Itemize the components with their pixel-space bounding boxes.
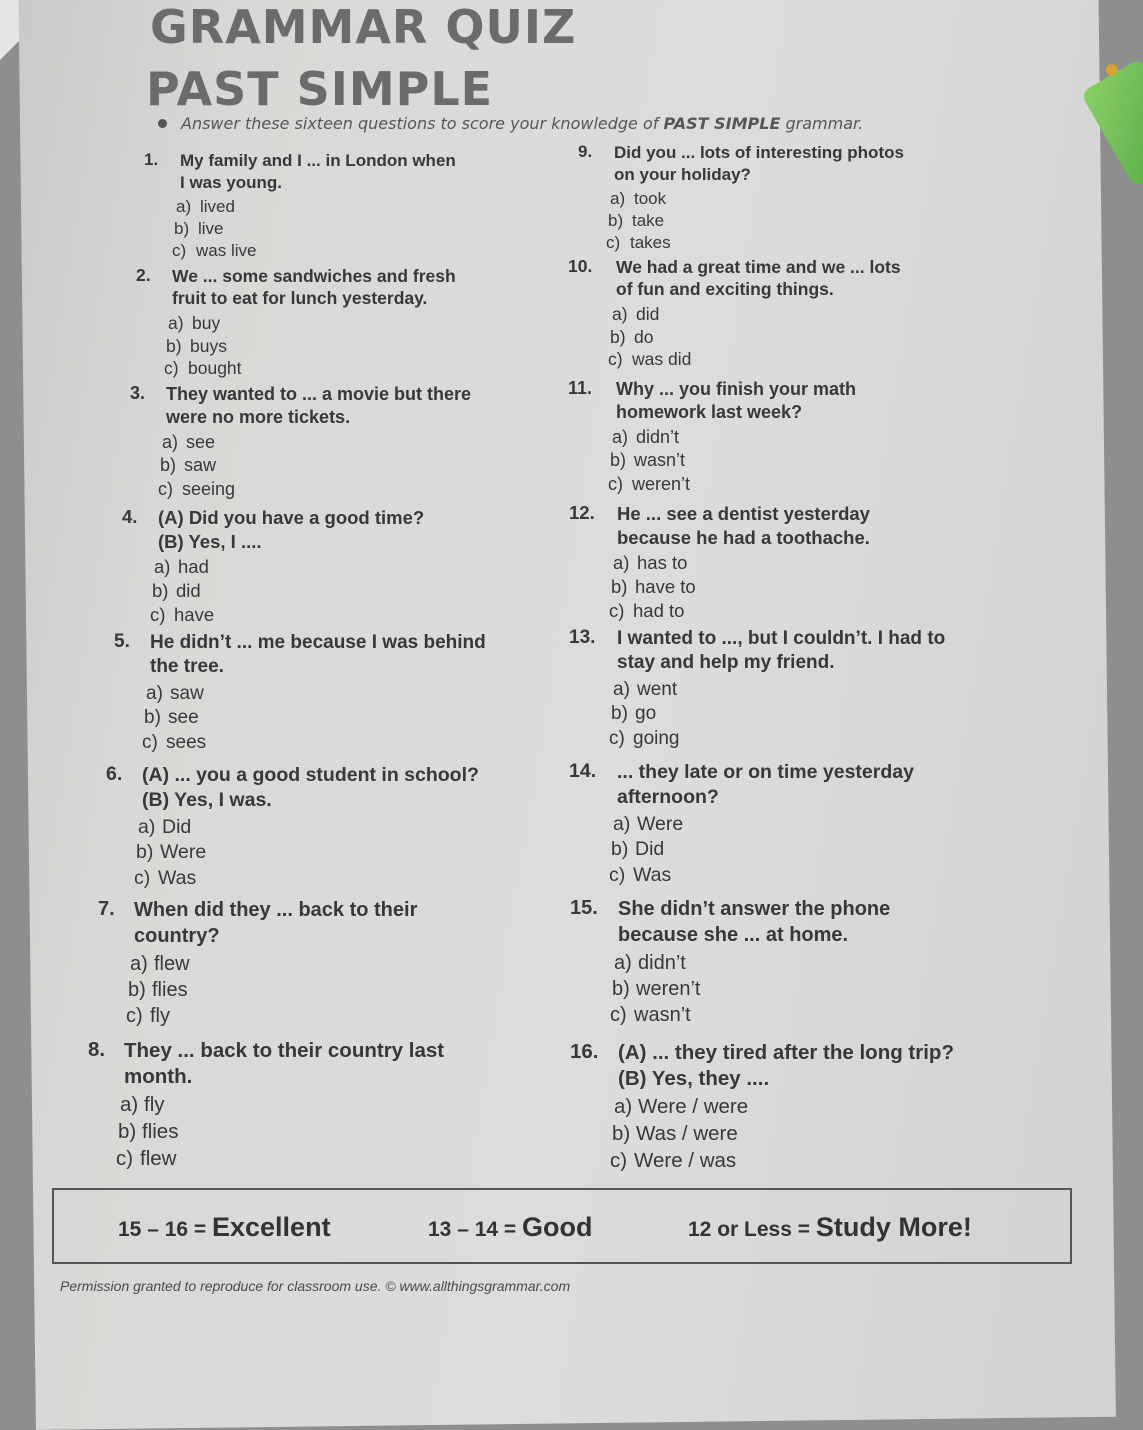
answer-option <box>612 976 890 1002</box>
option-letter: a) <box>176 196 192 216</box>
instructions <box>158 114 863 133</box>
question-number: 8. <box>88 1038 106 1061</box>
option-text: Were / were <box>638 1095 749 1119</box>
option-letter: a) <box>613 552 630 574</box>
question-12 <box>569 502 870 623</box>
question-stem-line: He ... see a dentist yesterday <box>617 503 870 524</box>
answer-option <box>130 951 417 977</box>
option-text: took <box>634 188 667 208</box>
answer-option <box>608 473 856 496</box>
question-stem-line: of fun and exciting things. <box>616 279 834 300</box>
option-text: Did <box>635 838 665 861</box>
option-text: had <box>178 556 209 578</box>
option-letter: c) <box>116 1146 134 1170</box>
option-text: wasn’t <box>634 450 686 471</box>
option-letter: c) <box>606 232 621 252</box>
answer-option <box>610 188 904 210</box>
question-4 <box>122 506 425 627</box>
question-number: 7. <box>98 898 115 920</box>
question-stem-line: (B) Yes, they .... <box>618 1067 770 1091</box>
option-text: take <box>632 210 665 230</box>
option-letter: b) <box>608 210 624 230</box>
question-stem <box>134 898 417 949</box>
question-stem-line: (B) Yes, I .... <box>158 530 262 552</box>
answer-option <box>613 551 870 575</box>
question-stem-line: homework last week? <box>616 402 803 423</box>
option-letter: c) <box>158 478 173 499</box>
option-text: was did <box>632 349 692 370</box>
answer-option <box>172 240 456 262</box>
option-letter: b) <box>612 978 630 1001</box>
option-text: didn’t <box>636 427 680 448</box>
answer-option <box>614 1094 954 1121</box>
answer-option <box>154 555 424 579</box>
answer-option <box>610 449 856 472</box>
answer-option <box>128 977 417 1003</box>
question-number: 11. <box>568 378 593 398</box>
answer-options <box>116 1092 444 1172</box>
question-number: 2. <box>136 265 151 285</box>
question-stem-line: on your holiday? <box>614 164 751 184</box>
option-letter: b) <box>610 326 626 347</box>
option-letter: b) <box>136 841 154 864</box>
option-text: bought <box>188 358 242 379</box>
question-stem-line: fruit to eat for lunch yesterday. <box>172 288 428 309</box>
option-text: fly <box>144 1093 165 1117</box>
question-number: 15. <box>570 897 598 919</box>
answer-option <box>606 232 904 254</box>
question-stem-line: She didn’t answer the phone <box>618 898 891 920</box>
option-letter: a) <box>138 815 156 838</box>
question-number: 3. <box>130 383 146 403</box>
question-stem-line: He didn’t ... me because I was behind <box>150 632 486 653</box>
option-text: buys <box>190 335 227 356</box>
question-stem-line: (A) ... you a good student in school? <box>142 764 479 786</box>
score-good: 13 – 14 = Good <box>428 1212 593 1242</box>
option-text: had to <box>633 600 685 622</box>
answer-options <box>606 188 904 254</box>
option-text: has to <box>637 552 688 574</box>
footer-permission: Permission granted to reproduce for classroom use. © www.allthingsgrammar.com <box>60 1278 571 1294</box>
answer-option <box>146 682 486 707</box>
question-stem-line: They ... back to their country last <box>124 1039 445 1062</box>
answer-option <box>608 210 904 232</box>
question-stem <box>180 150 456 194</box>
option-text: flew <box>140 1146 177 1170</box>
quiz-title: GRAMMAR QUIZ <box>150 0 577 54</box>
option-text: Were / was <box>634 1148 737 1172</box>
answer-options <box>158 431 471 501</box>
answer-option <box>611 837 914 862</box>
answer-option <box>614 950 890 976</box>
option-text: Was <box>158 866 197 889</box>
option-letter: a) <box>162 432 179 453</box>
option-text: see <box>168 707 199 729</box>
option-text: was live <box>196 240 257 260</box>
question-number: 12. <box>569 502 595 523</box>
answer-options <box>608 426 856 496</box>
option-text: buy <box>192 312 221 333</box>
option-letter: a) <box>130 953 148 976</box>
answer-option <box>116 1146 444 1173</box>
question-stem-line: My family and I ... in London when <box>180 151 456 170</box>
option-letter: c) <box>608 349 623 370</box>
question-stem <box>616 378 856 424</box>
bullet-icon <box>158 119 167 128</box>
option-text: do <box>634 326 654 347</box>
question-stem-line: the tree. <box>150 656 224 678</box>
answer-option <box>168 312 456 335</box>
option-letter: a) <box>612 303 628 324</box>
answer-option <box>144 706 486 731</box>
option-letter: b) <box>174 218 190 238</box>
question-stem <box>617 502 870 549</box>
question-stem <box>172 265 456 310</box>
option-letter: a) <box>614 952 632 975</box>
option-text: went <box>637 678 678 700</box>
option-text: live <box>198 218 224 238</box>
question-stem <box>166 383 471 429</box>
answer-option <box>613 678 945 703</box>
answer-options <box>610 950 890 1028</box>
answer-option <box>136 840 479 865</box>
answer-options <box>609 812 914 888</box>
option-letter: c) <box>126 1005 143 1028</box>
answer-option <box>176 196 456 218</box>
question-number: 13. <box>569 627 596 648</box>
question-stem-line: (A) Did you have a good time? <box>158 507 425 528</box>
answer-option <box>138 815 479 840</box>
question-stem <box>158 506 424 553</box>
option-letter: a) <box>610 188 626 208</box>
question-11 <box>568 378 857 496</box>
question-stem-line: (A) ... they tired after the long trip? <box>618 1041 954 1064</box>
question-stem-line: Did you ... lots of interesting photos <box>614 143 904 162</box>
question-stem-line: We ... some sandwiches and fresh <box>172 266 456 286</box>
option-letter: c) <box>164 358 179 379</box>
answer-option <box>118 1119 444 1146</box>
answer-option <box>134 866 479 891</box>
option-letter: c) <box>134 866 151 889</box>
option-letter: c) <box>172 240 187 260</box>
answer-option <box>610 1148 954 1175</box>
answer-option <box>612 426 856 449</box>
question-stem <box>614 142 904 186</box>
option-letter: b) <box>152 580 169 602</box>
option-letter: c) <box>608 473 623 494</box>
option-letter: a) <box>154 556 171 578</box>
option-text: sees <box>166 732 207 753</box>
option-letter: a) <box>614 1095 633 1119</box>
score-study-more: 12 or Less = Study More! <box>688 1212 972 1242</box>
option-text: seeing <box>182 478 236 499</box>
question-stem <box>150 631 486 680</box>
answer-option <box>120 1092 444 1119</box>
option-letter: a) <box>120 1093 139 1117</box>
answer-option <box>164 357 456 380</box>
answer-option <box>126 1003 417 1029</box>
option-letter: b) <box>166 335 182 356</box>
option-text: Were <box>637 812 684 835</box>
question-15 <box>570 897 891 1028</box>
question-10 <box>568 256 901 371</box>
answer-option <box>158 478 471 501</box>
answer-option <box>609 599 870 623</box>
option-text: did <box>176 580 201 602</box>
option-letter: a) <box>613 812 631 835</box>
question-stem-line: stay and help my friend. <box>617 652 835 674</box>
question-number: 10. <box>568 256 593 276</box>
question-stem-line: afternoon? <box>617 785 719 808</box>
score-box <box>52 1188 1072 1264</box>
option-letter: b) <box>144 707 161 729</box>
answer-option <box>174 218 456 240</box>
question-number: 1. <box>144 150 159 169</box>
answer-option <box>609 727 945 752</box>
answer-option <box>613 812 914 837</box>
question-13 <box>569 627 946 752</box>
question-6 <box>106 763 479 891</box>
answer-options <box>609 678 945 752</box>
question-stem-line: country? <box>134 924 220 947</box>
option-text: Were <box>160 841 207 864</box>
question-3 <box>130 383 472 501</box>
option-letter: a) <box>613 678 630 700</box>
option-text: going <box>633 728 680 749</box>
option-text: saw <box>170 682 204 704</box>
option-letter: a) <box>146 682 163 704</box>
option-text: have <box>174 604 215 626</box>
question-5 <box>114 631 486 756</box>
option-letter: c) <box>610 1148 628 1172</box>
option-letter: b) <box>611 576 628 598</box>
option-text: didn’t <box>638 952 686 975</box>
question-stem-line: were no more tickets. <box>166 407 351 428</box>
quiz-subtitle: PAST SIMPLE <box>146 62 494 116</box>
option-text: fly <box>150 1005 170 1028</box>
answer-option <box>609 863 914 888</box>
option-text: lived <box>200 196 235 216</box>
option-letter: b) <box>128 979 146 1002</box>
question-stem-line: (B) Yes, I was. <box>142 788 272 811</box>
question-7 <box>98 898 418 1029</box>
option-letter: b) <box>160 455 177 476</box>
score-excellent: 15 – 16 = Excellent <box>118 1212 331 1242</box>
option-text: have to <box>635 576 696 598</box>
option-letter: c) <box>142 732 158 753</box>
question-stem <box>617 627 945 676</box>
answer-option <box>610 326 901 349</box>
answer-option <box>612 1121 954 1148</box>
option-letter: a) <box>612 427 629 448</box>
option-text: wasn’t <box>634 1004 691 1027</box>
option-letter: c) <box>610 1004 627 1027</box>
question-stem-line: I wanted to ..., but I couldn’t. I had to <box>617 628 946 649</box>
answer-option <box>160 454 471 477</box>
pen-tip <box>1106 64 1118 76</box>
question-number: 14. <box>569 760 597 782</box>
question-number: 16. <box>570 1040 599 1063</box>
question-stem <box>617 760 914 810</box>
option-text: did <box>636 303 660 324</box>
question-1 <box>144 150 456 262</box>
question-stem-line: month. <box>124 1065 193 1089</box>
question-stem-line: because she ... at home. <box>618 923 849 946</box>
option-text: flies <box>152 979 188 1002</box>
option-text: Was / were <box>636 1122 738 1146</box>
question-stem <box>142 763 479 813</box>
question-stem <box>124 1038 444 1090</box>
question-16 <box>570 1040 954 1174</box>
answer-option <box>611 702 945 727</box>
instructions-text: Answer these sixteen questions to score your knowledge of PAST SIMPLE grammar. <box>181 114 864 133</box>
question-stem <box>616 256 901 301</box>
option-letter: a) <box>168 312 184 333</box>
option-letter: b) <box>118 1120 137 1144</box>
answer-options <box>608 303 901 371</box>
answer-options <box>134 815 479 891</box>
answer-options <box>172 196 456 262</box>
question-number: 9. <box>578 142 593 161</box>
question-stem-line: When did they ... back to their <box>134 899 418 921</box>
option-letter: c) <box>609 863 626 886</box>
question-9 <box>578 142 904 254</box>
option-text: Was <box>633 863 672 886</box>
question-number: 6. <box>106 763 123 785</box>
question-stem-line: because he had a toothache. <box>617 526 870 548</box>
answer-options <box>150 555 424 627</box>
answer-option <box>608 348 901 371</box>
answer-option <box>166 335 456 358</box>
option-text: flew <box>154 953 190 976</box>
answer-option <box>611 575 870 599</box>
option-letter: b) <box>611 703 628 725</box>
option-letter: b) <box>612 1122 631 1146</box>
question-14 <box>569 760 914 888</box>
question-stem-line: They wanted to ... a movie but there <box>166 384 472 404</box>
answer-option <box>612 303 901 326</box>
answer-options <box>142 682 486 756</box>
question-stem-line: Why ... you finish your math <box>616 379 857 399</box>
option-text: go <box>635 703 657 725</box>
question-stem <box>618 1040 954 1092</box>
answer-options <box>126 951 417 1029</box>
option-letter: b) <box>610 450 627 471</box>
answer-option <box>142 731 486 756</box>
answer-option <box>610 1002 890 1028</box>
answer-options <box>610 1094 954 1174</box>
option-letter: b) <box>611 838 629 861</box>
option-text: Did <box>162 815 192 838</box>
option-letter: c) <box>609 600 625 622</box>
answer-option <box>150 603 424 627</box>
option-text: weren’t <box>636 978 701 1001</box>
answer-options <box>609 551 870 623</box>
answer-options <box>164 312 456 380</box>
question-stem-line: ... they late or on time yesterday <box>617 761 914 783</box>
option-text: saw <box>184 455 217 476</box>
question-number: 5. <box>114 631 130 652</box>
question-2 <box>136 265 456 380</box>
option-text: flies <box>142 1120 179 1144</box>
question-stem-line: I was young. <box>180 172 283 192</box>
question-stem-line: We had a great time and we ... lots <box>616 257 901 277</box>
answer-option <box>162 431 471 454</box>
answer-option <box>152 579 424 603</box>
option-letter: c) <box>609 728 625 749</box>
option-text: weren’t <box>632 473 691 494</box>
option-text: takes <box>630 232 671 252</box>
option-text: see <box>186 432 216 453</box>
question-number: 4. <box>122 506 138 527</box>
option-letter: c) <box>150 604 166 626</box>
question-stem <box>618 897 890 948</box>
question-8 <box>88 1038 445 1172</box>
